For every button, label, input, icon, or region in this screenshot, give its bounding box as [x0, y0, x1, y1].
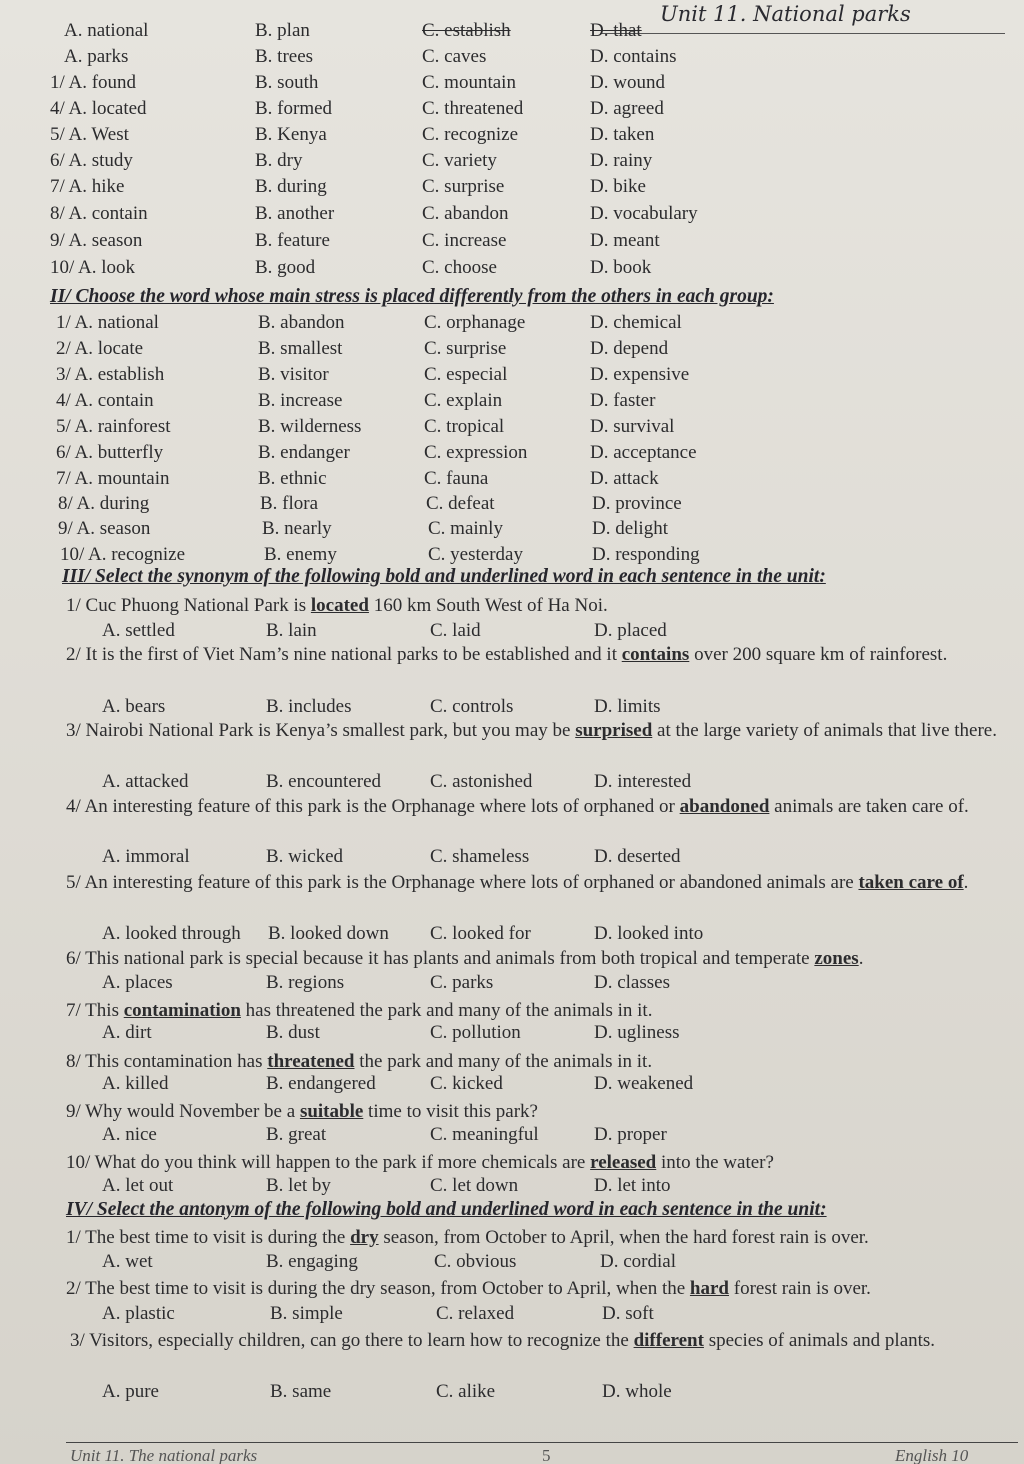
s1-row: [0, 203, 1024, 229]
footer-unit-label: Unit 11. The national parks: [70, 1446, 258, 1464]
answer-c: C. astonished: [430, 771, 533, 792]
answer-d: D. weakened: [594, 1073, 694, 1094]
s1-option-c: C. variety: [422, 150, 497, 171]
answer-b: B. dust: [266, 1022, 320, 1043]
answer-d: D. proper: [594, 1124, 667, 1145]
s2-row: [0, 312, 1024, 338]
answer-b: B. lain: [266, 620, 317, 641]
s3-question-6: 6/ This national park is special because it has plants and animals from both tropical and temperate zones.: [66, 948, 864, 969]
answer-b: B. simple: [270, 1303, 343, 1324]
footer-divider: [66, 1442, 1018, 1443]
answer-d: D. looked into: [594, 923, 704, 944]
answer-c: C. looked for: [430, 923, 531, 944]
s4-question-2: 2/ The best time to visit is during the dry season, from October to April, when the hard forest rain is over.: [66, 1278, 871, 1299]
s1-option-b: B. during: [255, 176, 327, 197]
s2-option-b: B. increase: [258, 390, 343, 411]
s3-answers-9: [0, 1124, 1024, 1150]
s1-option-c: C. establish: [422, 20, 511, 41]
s1-option-a: A. national: [64, 20, 149, 41]
answer-d: D. interested: [594, 771, 692, 792]
s2-row: [0, 468, 1024, 494]
answer-a: A. nice: [102, 1124, 157, 1145]
s2-option-c: C. explain: [424, 390, 503, 411]
answer-c: C. let down: [430, 1175, 519, 1196]
answer-a: A. dirt: [102, 1022, 152, 1043]
s3-question-2: 2/ It is the first of Viet Nam’s nine national parks to be established and it contains over 200 square km of rainforest.: [66, 644, 948, 665]
s1-option-a: 7/ A. hike: [50, 176, 125, 197]
s1-row: [0, 46, 1024, 72]
s2-option-a: 1/ A. national: [56, 312, 159, 333]
s2-option-a: 4/ A. contain: [56, 390, 154, 411]
s2-option-d: D. province: [592, 493, 682, 514]
answer-c: C. parks: [430, 972, 494, 993]
s2-option-a: 6/ A. butterfly: [56, 442, 164, 463]
answer-d: D. ugliness: [594, 1022, 680, 1043]
answer-b: B. let by: [266, 1175, 331, 1196]
answer-a: A. killed: [102, 1073, 169, 1094]
s1-option-a: 5/ A. West: [50, 124, 129, 145]
answer-d: D. limits: [594, 696, 661, 717]
section-3-heading: III/ Select the synonym of the following bold and underlined word in each sentence in the unit:: [62, 566, 826, 587]
s2-option-d: D. acceptance: [590, 442, 697, 463]
s1-option-a: 6/ A. study: [50, 150, 133, 171]
s2-option-a: 9/ A. season: [58, 518, 151, 539]
answer-b: B. endangered: [266, 1073, 376, 1094]
answer-a: A. wet: [102, 1251, 153, 1272]
s1-row: [0, 20, 1024, 46]
s2-option-b: B. enemy: [264, 544, 337, 565]
answer-c: C. laid: [430, 620, 481, 641]
s4-question-3: 3/ Visitors, especially children, can go there to learn how to recognize the different species of animals and plants.: [70, 1330, 936, 1351]
s3-question-5: 5/ An interesting feature of this park is the Orphanage where lots of orphaned or abandoned animals are taken care of.: [66, 872, 969, 893]
s2-option-b: B. abandon: [258, 312, 345, 333]
s2-option-d: D. survival: [590, 416, 675, 437]
s1-option-d: D. taken: [590, 124, 655, 145]
answer-d: D. whole: [602, 1381, 672, 1402]
answer-a: A. immoral: [102, 846, 190, 867]
answer-a: A. attacked: [102, 771, 189, 792]
s3-answers-10: [0, 1175, 1024, 1201]
s2-row: [0, 442, 1024, 468]
s1-option-d: D. book: [590, 257, 652, 278]
answer-a: A. settled: [102, 620, 175, 641]
answer-b: B. engaging: [266, 1251, 358, 1272]
s1-option-c: C. caves: [422, 46, 487, 67]
s2-option-d: D. faster: [590, 390, 656, 411]
s2-option-c: C. yesterday: [428, 544, 523, 565]
answer-b: B. encountered: [266, 771, 382, 792]
s1-option-c: C. choose: [422, 257, 497, 278]
answer-c: C. controls: [430, 696, 514, 717]
answer-b: B. regions: [266, 972, 345, 993]
s3-question-9: 9/ Why would November be a suitable time to visit this park?: [66, 1101, 538, 1122]
s1-option-c: C. threatened: [422, 98, 524, 119]
answer-a: A. pure: [102, 1381, 159, 1402]
s1-option-d: D. contains: [590, 46, 677, 67]
s4-answers-3: [0, 1381, 1024, 1407]
s1-row: [0, 124, 1024, 150]
page-title: Unit 11. National parks: [660, 2, 911, 26]
page-number: 5: [542, 1446, 551, 1464]
s1-option-b: B. feature: [255, 230, 330, 251]
s2-option-a: 8/ A. during: [58, 493, 150, 514]
s2-option-a: 5/ A. rainforest: [56, 416, 171, 437]
s3-question-8: 8/ This contamination has threatened the park and many of the animals in it.: [66, 1051, 653, 1072]
s2-option-a: 2/ A. locate: [56, 338, 144, 359]
s2-option-c: C. orphanage: [424, 312, 526, 333]
answer-d: D. placed: [594, 620, 667, 641]
s4-answers-2: [0, 1303, 1024, 1329]
s2-option-c: C. especial: [424, 364, 508, 385]
s1-option-b: B. good: [255, 257, 316, 278]
s3-question-10: 10/ What do you think will happen to the park if more chemicals are released into the water?: [66, 1152, 774, 1173]
footer-course-label: English 10: [895, 1446, 969, 1464]
answer-b: B. includes: [266, 696, 352, 717]
s3-question-7: 7/ This contamination has threatened the park and many of the animals in it.: [66, 1000, 653, 1021]
answer-a: A. looked through: [102, 923, 241, 944]
s2-option-b: B. flora: [260, 493, 319, 514]
s2-option-b: B. nearly: [262, 518, 332, 539]
s1-option-d: D. bike: [590, 176, 646, 197]
s1-option-c: C. abandon: [422, 203, 509, 224]
s1-row: [0, 257, 1024, 283]
answer-d: D. let into: [594, 1175, 671, 1196]
answer-c: C. kicked: [430, 1073, 503, 1094]
answer-a: A. plastic: [102, 1303, 175, 1324]
s1-option-d: D. rainy: [590, 150, 653, 171]
s2-option-a: 3/ A. establish: [56, 364, 165, 385]
s1-option-a: 8/ A. contain: [50, 203, 148, 224]
s1-option-b: B. dry: [255, 150, 303, 171]
s2-row: [0, 493, 1024, 519]
s1-option-a: A. parks: [64, 46, 129, 67]
s1-row: [0, 230, 1024, 256]
s2-option-b: B. visitor: [258, 364, 329, 385]
s2-option-d: D. attack: [590, 468, 659, 489]
s2-option-b: B. wilderness: [258, 416, 362, 437]
s2-option-d: D. chemical: [590, 312, 682, 333]
answer-b: B. looked down: [268, 923, 389, 944]
s1-option-d: D. wound: [590, 72, 665, 93]
answer-c: C. shameless: [430, 846, 530, 867]
answer-c: C. pollution: [430, 1022, 521, 1043]
answer-d: D. classes: [594, 972, 670, 993]
s3-answers-6: [0, 972, 1024, 998]
s2-option-a: 7/ A. mountain: [56, 468, 170, 489]
s1-option-c: C. increase: [422, 230, 507, 251]
s1-row: [0, 98, 1024, 124]
s1-option-c: C. recognize: [422, 124, 519, 145]
s2-option-c: C. expression: [424, 442, 528, 463]
s2-option-b: B. ethnic: [258, 468, 327, 489]
s3-question-3: 3/ Nairobi National Park is Kenya’s smallest park, but you may be surprised at the large variety of animals that live there.: [66, 720, 997, 741]
s1-option-d: D. meant: [590, 230, 660, 251]
answer-a: A. bears: [102, 696, 166, 717]
section-2-heading: II/ Choose the word whose main stress is placed differently from the others in each group:: [50, 286, 774, 307]
answer-c: C. relaxed: [436, 1303, 515, 1324]
s1-option-a: 4/ A. located: [50, 98, 147, 119]
s1-row: [0, 72, 1024, 98]
s2-option-c: C. fauna: [424, 468, 489, 489]
s1-option-b: B. trees: [255, 46, 314, 67]
s1-option-b: B. south: [255, 72, 319, 93]
s1-option-d: D. that: [590, 20, 642, 41]
s2-option-d: D. expensive: [590, 364, 690, 385]
s1-option-b: B. formed: [255, 98, 333, 119]
s2-row: [0, 416, 1024, 442]
s3-question-1: 1/ Cuc Phuong National Park is located 160 km South West of Ha Noi.: [66, 595, 608, 616]
s1-option-d: D. vocabulary: [590, 203, 698, 224]
s3-answers-7: [0, 1022, 1024, 1048]
s3-answers-8: [0, 1073, 1024, 1099]
s1-option-a: 1/ A. found: [50, 72, 137, 93]
s1-option-a: 10/ A. look: [50, 257, 135, 278]
s1-option-b: B. Kenya: [255, 124, 327, 145]
answer-a: A. let out: [102, 1175, 174, 1196]
answer-d: D. deserted: [594, 846, 681, 867]
s4-answers-1: [0, 1251, 1024, 1277]
s1-option-c: C. surprise: [422, 176, 505, 197]
s2-row: [0, 390, 1024, 416]
s1-option-d: D. agreed: [590, 98, 664, 119]
s2-option-b: B. smallest: [258, 338, 343, 359]
s2-option-c: C. tropical: [424, 416, 505, 437]
answer-c: C. meaningful: [430, 1124, 539, 1145]
answer-a: A. places: [102, 972, 173, 993]
s3-question-4: 4/ An interesting feature of this park is the Orphanage where lots of orphaned or abandoned animals are taken care of.: [66, 796, 969, 817]
s2-option-c: C. surprise: [424, 338, 507, 359]
s2-row: [0, 518, 1024, 544]
answer-c: C. obvious: [434, 1251, 517, 1272]
s2-option-c: C. mainly: [428, 518, 503, 539]
s1-option-c: C. mountain: [422, 72, 516, 93]
answer-c: C. alike: [436, 1381, 496, 1402]
section-4-heading: IV/ Select the antonym of the following bold and underlined word in each sentence in the unit:: [66, 1199, 827, 1220]
s2-option-d: D. depend: [590, 338, 669, 359]
answer-d: D. cordial: [600, 1251, 676, 1272]
s2-option-b: B. endanger: [258, 442, 350, 463]
s2-option-a: 10/ A. recognize: [60, 544, 186, 565]
s4-question-1: 1/ The best time to visit is during the dry season, from October to April, when the hard forest rain is over.: [66, 1227, 869, 1248]
answer-b: B. great: [266, 1124, 327, 1145]
s2-row: [0, 338, 1024, 364]
answer-d: D. soft: [602, 1303, 654, 1324]
s2-option-c: C. defeat: [426, 493, 495, 514]
s2-row: [0, 364, 1024, 390]
s2-option-d: D. delight: [592, 518, 668, 539]
s1-option-b: B. another: [255, 203, 335, 224]
s1-option-a: 9/ A. season: [50, 230, 143, 251]
s1-row: [0, 176, 1024, 202]
answer-b: B. same: [270, 1381, 332, 1402]
s1-row: [0, 150, 1024, 176]
answer-b: B. wicked: [266, 846, 344, 867]
s2-option-d: D. responding: [592, 544, 700, 565]
s1-option-b: B. plan: [255, 20, 310, 41]
